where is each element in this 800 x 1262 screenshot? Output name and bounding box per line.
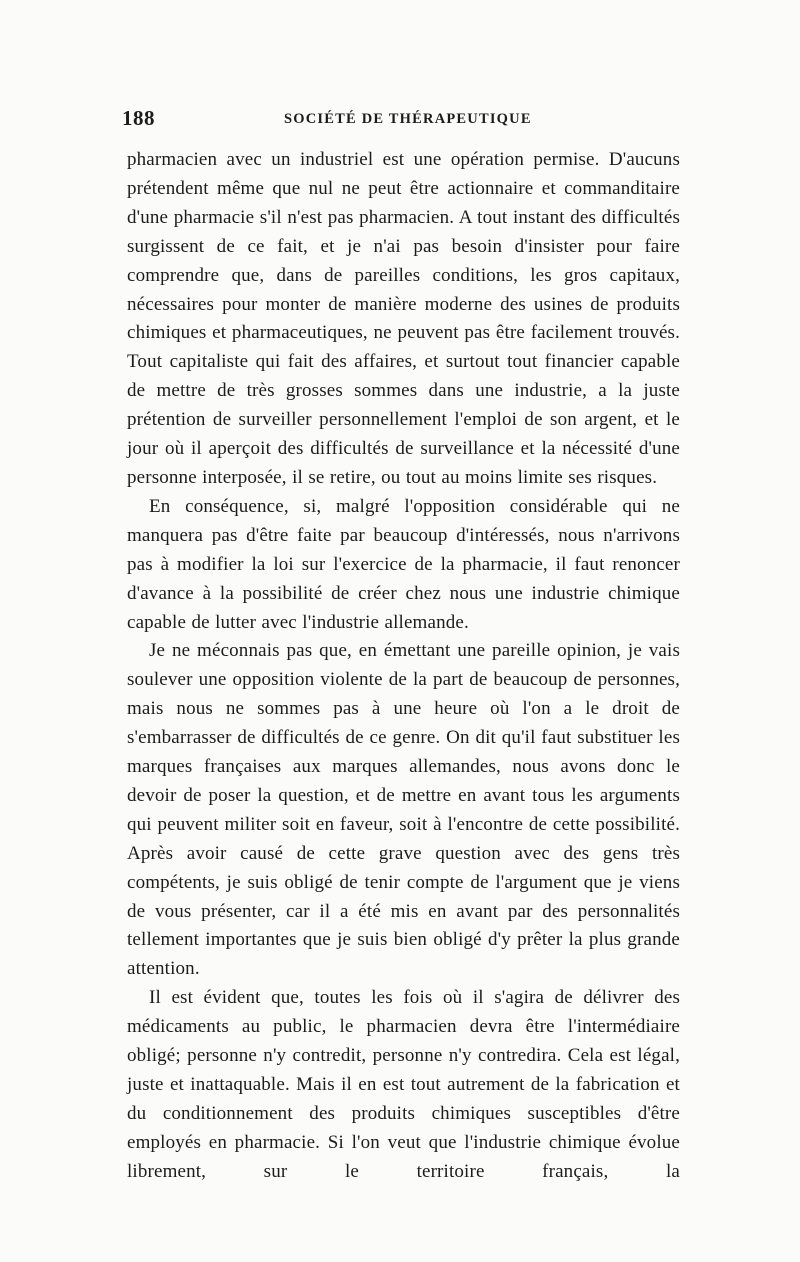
running-head: SOCIÉTÉ DE THÉRAPEUTIQUE: [284, 111, 532, 127]
paragraph: Je ne méconnais pas que, en émettant une pareille opinion, je vais soulever une opposition violente de la part de beaucoup de personnes, mais nous ne sommes pas à une heure où l'on a le droit de s'embarrasser de difficultés de ce genre. On dit qu'il faut substituer les marques françaises aux marques allemandes, nous avons donc le devoir de poser la question, et de mettre en avant tous les arguments qui peuvent militer soit en faveur, soit à l'encontre de cette possibilité. Après avoir causé de cette grave question avec des gens très compétents, je suis obligé de tenir compte de l'argument que je viens de vous présenter, car il a été mis en avant par des personnalités tellement importantes que je suis bien obligé d'y prêter la plus grande attention.: [127, 640, 680, 980]
page-number: 188: [122, 106, 155, 130]
body-text: [127, 146, 680, 1187]
paragraph-continued: pharmacien avec un industriel est une opération permise. D'aucuns prétendent même que nul ne peut être actionnaire et commanditaire d'une pharmacie s'il n'est pas pharmacien. A tout instant des difficultés surgissent de ce fait, et je n'ai pas besoin d'insister pour faire comprendre que, dans de pareilles conditions, les gros capitaux, nécessaires pour monter de manière moderne des usines de produits chimiques et pharmaceutiques, ne peuvent pas être facilement trouvés. Tout capitaliste qui fait des affaires, et surtout tout financier capable de mettre de très grosses sommes dans une industrie, a la juste prétention de surveiller personnellement l'emploi de son argent, et le jour où il aperçoit des difficultés de surveillance et la nécessité d'une personne interposée, il se retire, ou tout au moins limite ses risques.: [127, 149, 680, 488]
paragraph: Il est évident que, toutes les fois où il s'agira de délivrer des médicaments au public, le pharmacien devra être l'intermédiaire obligé; personne n'y contredit, personne n'y contredira. Cela est légal, juste et inattaquable. Mais il en est tout autrement de la fabrication et du conditionnement des produits chimiques susceptibles d'être employés en pharmacie. Si l'on veut que l'industrie chimique évolue librement, sur le territoire français, la: [127, 987, 680, 1182]
paragraph: En conséquence, si, malgré l'opposition considérable qui ne manquera pas d'être faite par beaucoup d'intéressés, nous n'arrivons pas à modifier la loi sur l'exercice de la pharmacie, il faut renoncer d'avance à la possibilité de créer chez nous une industrie chimique capable de lutter avec l'industrie allemande.: [127, 495, 680, 633]
page-header: [122, 106, 682, 136]
